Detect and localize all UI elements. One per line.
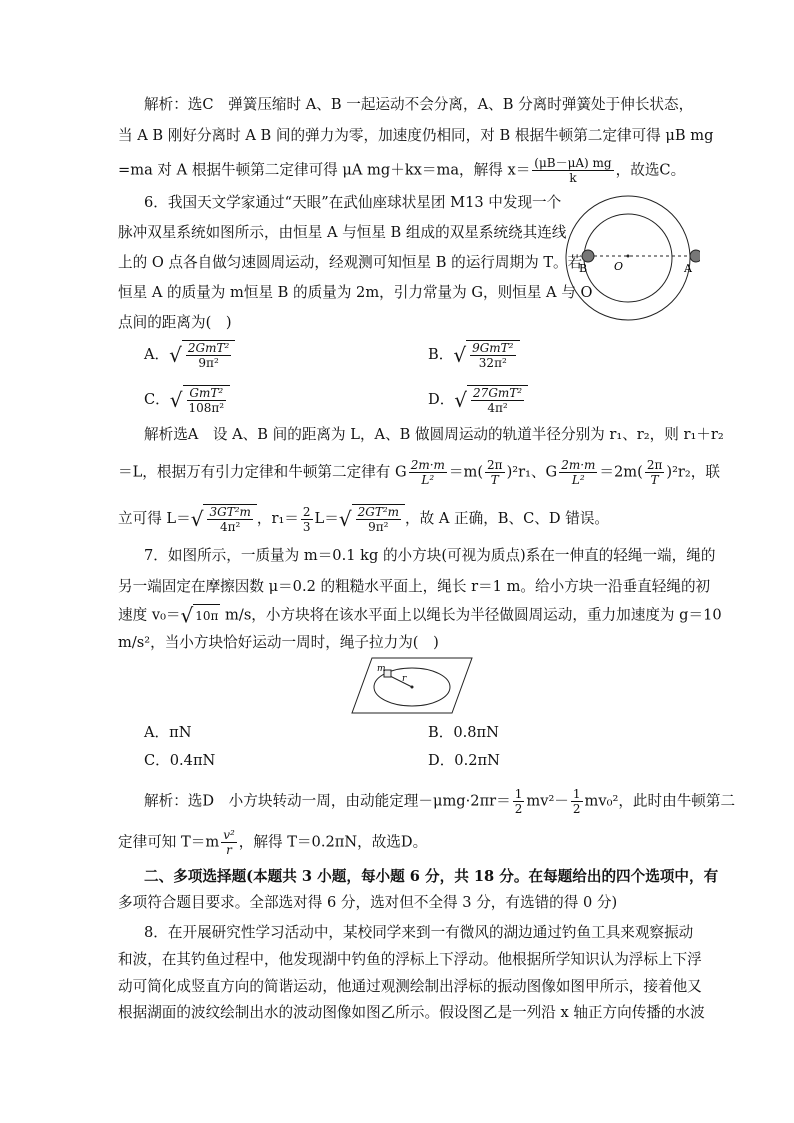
text: )²r₂，联 [666, 463, 720, 481]
q6-line2: 脉冲双星系统如图所示，由恒星 A 与恒星 B 组成的双星系统绕其连线 [118, 224, 567, 241]
block-circle-diagram [350, 655, 475, 717]
frac-den: T [490, 473, 499, 487]
q7-line1: 7．如图所示，一质量为 m＝0.1 kg 的小方块(可视为质点)系在一伸直的轻绳一端，绳的 [144, 547, 716, 564]
q6-line3: 上的 O 点各自做匀速圆周运动，经观测可知恒星 B 的运行周期为 T。若 [118, 254, 583, 271]
option-label: A． [144, 346, 170, 363]
text: ＝m( [448, 463, 484, 481]
q8-line3: 动可简化成竖直方向的简谐运动，他通过观测绘制出浮标的振动图像如图甲所示，接着他又 [118, 978, 702, 995]
frac-num: 2 [302, 504, 311, 519]
q6-analysis-line2 [118, 458, 720, 487]
q7-analysis-line2 [118, 828, 427, 857]
q7-option-d[interactable]: D．0.2πN [428, 752, 500, 769]
q7-option-a[interactable]: A．πN [144, 724, 192, 741]
text: 立可得 L＝ [118, 510, 191, 527]
text: L＝ [314, 510, 339, 527]
text: ，解得 T＝0.2πN，故选D。 [238, 833, 428, 851]
sqrt-expression: √ $\frac{\text{27GmT²}}{\text{4π²}}$ [454, 385, 528, 415]
star-a [690, 250, 700, 262]
frac-den: r [226, 843, 232, 857]
q6-line5: 点间的距离为( ) [118, 314, 232, 331]
q6-line1: 6．我国天文学家通过“天眼”在武仙座球状星团 M13 中发现一个 [144, 194, 562, 211]
frac-num: 2m·m [410, 458, 445, 472]
text: 速度 v₀＝ [118, 606, 181, 624]
frac-den: 9π² [198, 356, 219, 370]
frac-num: 1 [514, 787, 523, 801]
q7-line4: m/s²，当小方块恰好运动一周时，绳子拉力为( ) [118, 634, 439, 651]
frac-num: 27GmT² [473, 386, 523, 400]
q5-analysis-line2: 当 A B 刚好分离时 A B 间的弹力为零，加速度仍相同，对 B 根据牛顿第二定律可得 μB mg [118, 127, 714, 144]
label-m: m [377, 664, 386, 674]
option-label: C． [144, 391, 170, 408]
frac-den: L² [421, 473, 435, 487]
q5-analysis-line1: 解析：选C 弹簧压缩时 A、B 一起运动不会分离，A、B 分离时弹簧处于伸长状态， [144, 96, 694, 113]
q5-analysis-line3 [118, 156, 685, 185]
text: )²r₁、G [506, 463, 558, 481]
frac-den: 2 [514, 802, 523, 816]
frac-num: 2π [487, 458, 503, 472]
q7-option-c[interactable]: C．0.4πN [144, 752, 216, 769]
text: ＝2m( [599, 463, 643, 481]
text: 定律可知 T＝m [118, 833, 220, 851]
sqrt-expression: √ $\frac{\text{2GmT²}}{\text{9π²}}$ [169, 340, 235, 370]
label-a: A [684, 262, 692, 275]
text: ，r₁＝ [256, 510, 299, 527]
q6-line4: 恒星 A 的质量为 m恒星 B 的质量为 2m，引力常量为 G，则恒星 A 与 O [118, 284, 593, 301]
text: mv²－ [526, 792, 569, 810]
frac-num: 2GT²m [357, 505, 400, 519]
q6-option-a[interactable] [144, 340, 235, 370]
label-o: O [614, 260, 624, 273]
frac-num: GmT² [187, 386, 227, 401]
frac-num: 9GmT² [472, 341, 514, 355]
center-point [411, 686, 414, 689]
option-label: B． [428, 346, 454, 363]
q5-fraction [532, 156, 613, 185]
label-r: r [402, 674, 407, 684]
frac-num: 3GT²m [209, 505, 251, 519]
section2-heading-line2: 多项符合题目要求。全部选对得 6 分，选对但不全得 3 分，有选错的得 0 分) [118, 894, 618, 911]
rope [388, 675, 412, 687]
q5-fraction-num: (μB－μA) mg [534, 156, 612, 170]
q6-analysis-line3: 立可得 L＝√ $\frac{\text{3GT²m}}{\text{4π²}}$ ，r₁＝ $\frac{2}{3}$ L＝√ $\frac{\text{2GT²m}}{\text{9π²}}$ ，故 A 正确，B、C、D 错误。 [118, 504, 610, 534]
frac-num: 2m·m [561, 458, 596, 472]
frac-num: 1 [572, 787, 581, 801]
frac-den: 9π² [368, 520, 389, 534]
option-label: D． [428, 391, 455, 408]
q7-option-b[interactable]: B．0.8πN [428, 724, 499, 741]
frac-den: 4π² [487, 401, 508, 415]
q7-analysis-line1 [144, 787, 735, 816]
text: ，故 A 正确，B、C、D 错误。 [405, 510, 610, 527]
sqrt-body: 10π [193, 604, 220, 627]
text: 解析：选D 小方块转动一周，由动能定理－μmg·2πr＝ [144, 792, 511, 810]
inner-orbit [584, 214, 672, 302]
frac-den: 32π² [478, 356, 507, 370]
text: ＝L，根据万有引力定律和牛顿第二定律有 G [118, 463, 407, 481]
q6-option-d[interactable] [428, 385, 528, 415]
q5-analysis-text-end: ，故选C。 [615, 161, 686, 179]
q6-analysis-line1: 解析选A 设 A、B 间的距离为 L，A、B 做圆周运动的轨道半径分别为 r₁、r₂，则 r₁＋r₂ [144, 426, 724, 443]
sqrt-expression: √ $\frac{\text{GmT²}}{\text{108π²}}$ [170, 385, 230, 415]
text: m/s，小方块将在该水平面上以绳长为半径做圆周运动，重力加速度为 g＝10 [220, 606, 722, 624]
frac-den: L² [571, 473, 585, 487]
frac-den: 108π² [188, 401, 225, 415]
binary-star-diagram [560, 192, 700, 322]
star-b [582, 250, 594, 262]
label-b: B [579, 262, 588, 275]
q8-line2: 和波，在其钓鱼过程中，他发现湖中钓鱼的浮标上下浮动。他根据所学知识认为浮标上下浮 [118, 951, 702, 968]
frac-den: 3 [302, 519, 311, 534]
q5-analysis-text: =ma 对 A 根据牛顿第二定律可得 μA mg＋kx＝ma，解得 x＝ [118, 161, 531, 179]
frac-den: 2 [572, 802, 581, 816]
frac-num: 2π [646, 458, 663, 472]
q6-option-c[interactable] [144, 385, 230, 415]
section2-heading-line1: 二、多项选择题(本题共 3 小题，每小题 6 分，共 18 分。在每题给出的四个选项中，有 [144, 868, 719, 885]
sqrt-expression: √ $\frac{\text{9GmT²}}{\text{32π²}}$ [453, 340, 519, 370]
frac-den: 4π² [220, 520, 241, 534]
q5-fraction-den: k [569, 171, 577, 185]
q7-line3: 速度 v₀＝√ 10π m/s，小方块将在该水平面上以绳长为半径做圆周运动，重力加速度为 g＝10 [118, 603, 722, 628]
text: mv₀²，此时由牛顿第二 [584, 792, 736, 810]
center-point [627, 255, 630, 258]
q6-option-b[interactable] [428, 340, 520, 370]
q7-line2: 另一端固定在摩擦因数 μ＝0.2 的粗糙水平面上，绳长 r＝1 m。给小方块一沿垂直轻绳的初 [118, 578, 711, 595]
frac-num: v² [223, 828, 235, 842]
q8-line4: 根据湖面的波纹绘制出水的波动图像如图乙所示。假设图乙是一列沿 x 轴正方向传播的水波 [118, 1004, 705, 1021]
q8-line1: 8．在开展研究性学习活动中，某校同学来到一有微风的湖边通过钓鱼工具来观察振动 [144, 924, 694, 941]
frac-den: T [650, 473, 659, 487]
frac-num: 2GmT² [187, 341, 230, 355]
